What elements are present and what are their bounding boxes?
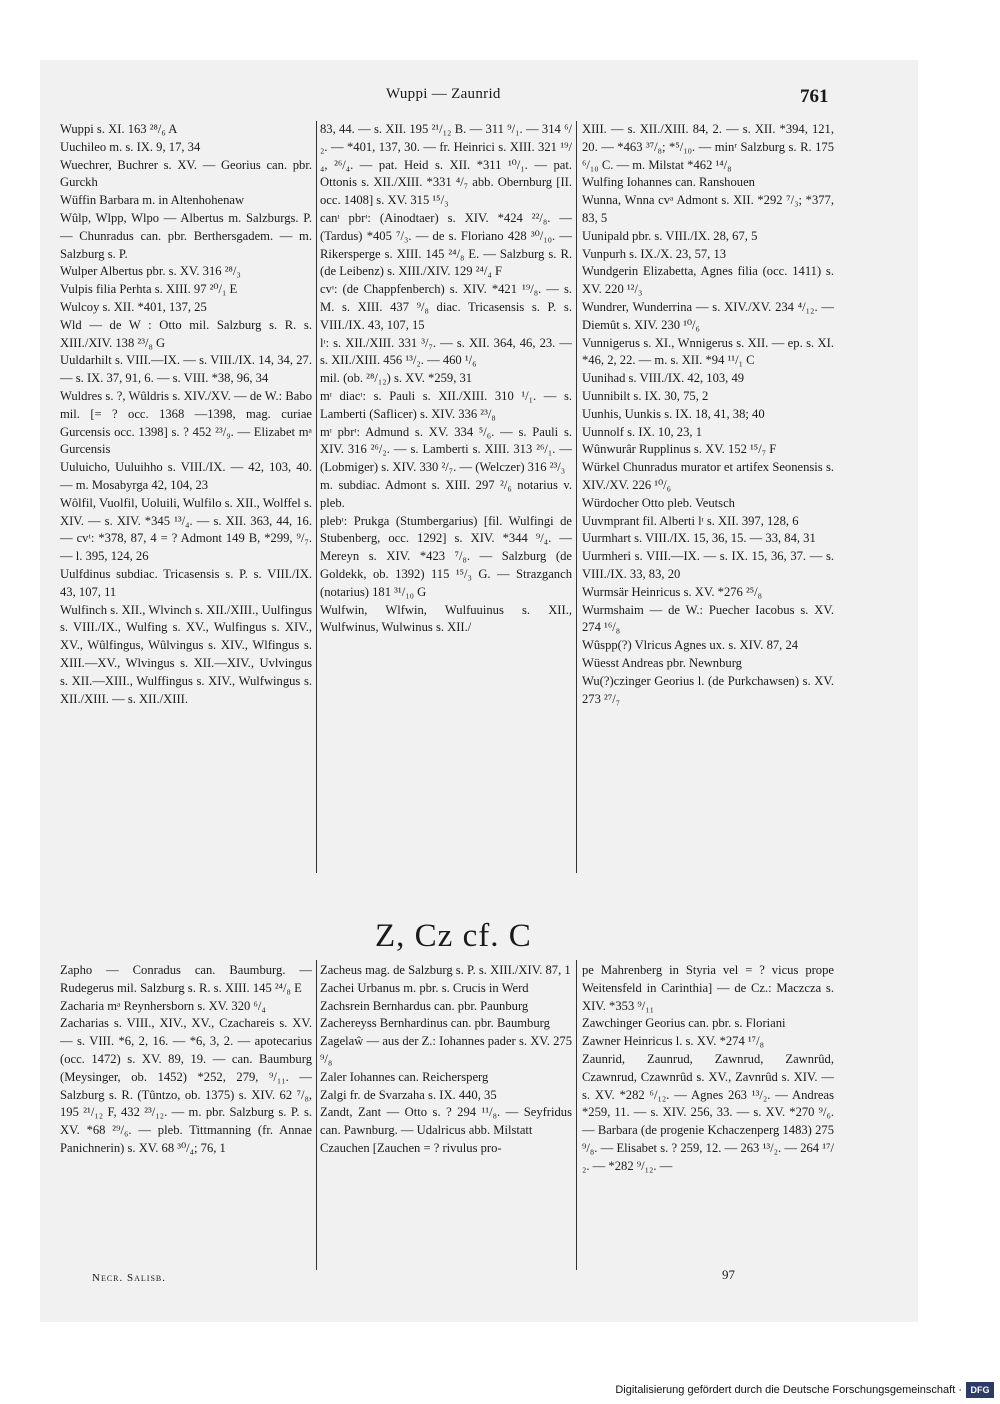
index-entry: Wulfwin, Wlfwin, Wulfuuinus s. XII., Wulfwinus, Wulwinus s. XII./: [320, 602, 572, 635]
index-entry: Uuvmprant fil. Alberti lᶦ s. XII. 397, 128, 6: [582, 513, 799, 528]
index-entry: Wu(?)czinger Georius l. (de Purkchawsen) s. XV. 273 ²⁷/₇: [582, 673, 834, 706]
index-entry: Zaler Iohannes can. Reichersperg: [320, 1069, 489, 1084]
index-entry: Zacharias s. VIII., XIV., XV., Czachareis s. XV. — s. VIII. *6, 2, 16. — *6, 3, 2. — apotecarius (occ. 1472) s. XV. 89, 19. — can. Baumburg (Meysinger, ob. 1452) *252, 279, ⁹/₁₁. — Salzburg s. R. (Tûntzo, ob. 1375) s. XIV. 62 ⁷/₈, 195 ²¹/₁₂ F, 432 ²³/₁₂. — m. pbr. Salzburg s. P. s. XV. *68 ²⁹/₆. — pleb. Tittmanning (fr. Annae Panichnerin) s. XV. 68 ³⁰/₄; 76, 1: [60, 1016, 312, 1155]
footer-signature: Necr. Salisb.: [92, 1272, 166, 1284]
index-entry: Uuluicho, Uuluihho s. VIII./IX. — 42, 103, 40. — m. Mosabyrga 42, 104, 23: [60, 460, 312, 492]
index-entry: Vunnigerus s. XI., Wnnigerus s. XII. — ep. s. XI. *46, 2, 22. — m. s. XII. *94 ¹¹/₁ C: [582, 335, 834, 368]
index-entry: Uunihad s. VIII./IX. 42, 103, 49: [582, 371, 745, 386]
index-entry: mᶦ diacᶦ: s. Pauli s. XII./XIII. 310 ¹/₁. — s. Lamberti (Saflicer) s. XIV. 336 ²³/₈: [320, 388, 572, 421]
index-entry: Wurmshaim — de W.: Puecher Iacobus s. XV. 274 ¹⁶/₈: [582, 602, 834, 635]
index-entry: Zawner Heinricus l. s. XV. *274 ¹⁷/₈: [582, 1034, 764, 1049]
index-entry: Wld — de W : Otto mil. Salzburg s. R. s. XIII./XIV. 138 ²³/₈ G: [60, 317, 312, 350]
index-entry: Uurmheri s. VIII.—IX. — s. IX. 15, 36, 37. — s. VIII./IX. 33, 83, 20: [582, 549, 834, 581]
index-entry: Zandt, Zant — Otto s. ? 294 ¹¹/₈. — Seyfridus can. Pawnburg. — Udalricus abb. Milstatt: [320, 1105, 572, 1138]
index-entry: Wulcoy s. XII. *401, 137, 25: [60, 299, 207, 314]
index-entry: canᶦ pbrᶦ: (Ainodtaer) s. XIV. *424 ²²/₈. — (Tardus) *405 ⁷/₃. — de s. Floriano 428 ³⁰/₁₀. — Rikerspergе s. XIII. 145 ²⁴/₈ E. — Salzburg s. R. (de Leibenz) s. XIII./XIV. 129 ²⁴/₄ F: [320, 210, 572, 279]
index-column-2: [320, 121, 572, 637]
running-header-page-number: 761: [800, 86, 829, 107]
index-entry: Zalgi fr. de Svarzaha s. IX. 440, 35: [320, 1087, 497, 1102]
viewer-footer-bar: [0, 1380, 1000, 1404]
index-entry: Zaunrid, Zaunrud, Zawnrud, Zawnrûd, Czawnrud, Czawnrûd s. XV., Zavnrûd s. XIV. — s. XV. *282 ⁶/₁₂. — Agnes 263 ¹³/₂. — Andreas *259, 11. — s. XIV. 256, 33. — s. XV. *270 ⁹/₆. — Barbara (de progenie Kchaczenperg 1483) 275 ⁹/₈. — Elisabet s. ? 259, 12. — 263 ¹³/₂. — 264 ¹⁷/₂. — *282 ⁹/₁₂. —: [582, 1051, 834, 1173]
index-entry: Zacharia mᵃ Reynhersborn s. XV. 320 ⁶/₄: [60, 998, 266, 1013]
index-entry: Wüesst Andreas pbr. Newnburg: [582, 655, 742, 670]
index-entry: Uurmhart s. VIII./IX. 15, 36, 15. — 33, 84, 31: [582, 531, 816, 546]
index-entry: 83, 44. — s. XII. 195 ²¹/₁₂ B. — 311 ⁹/₁. — 314 ⁶/₂. — *401, 137, 30. — fr. Heinrici s. XIII. 321 ¹⁹/₄, ²⁶/₄. — pat. Heid s. XII. *311 ¹⁰/₁. — pat. Ottonis s. XII./XIII. *331 ⁴/₇ abb. Obernburg [II. occ. 1408] s. XV. 315 ¹⁵/₃: [320, 122, 572, 208]
index-entry: Wûspp(?) Vlricus Agnes ux. s. XIV. 87, 24: [582, 638, 799, 653]
funding-credit-text: Digitalisierung gefördert durch die Deutsche Forschungsgemeinschaft ·: [615, 1384, 962, 1396]
index-entry: mil. (ob. ²⁸/₁₂) s. XV. *259, 31: [320, 371, 473, 386]
index-entry: Wûnwurâr Rupplinus s. XV. 152 ¹⁵/₇ F: [582, 442, 777, 457]
index-entry: Wuldres s. ?, Wûldris s. XIV./XV. — de W.: Babo mil. [= ? occ. 1368 —1398, mag. curiae Gurcensis occ. 1398] s. ? 452 ²³/₉. — Elizabet mᵃ Gurcensis: [60, 388, 312, 457]
index-entry: Wüffin Barbara m. in Altenhohenaw: [60, 193, 245, 208]
index-entry: Zachsrein Bernhardus can. pbr. Paunburg: [320, 998, 529, 1013]
index-column-4: [60, 962, 312, 1158]
column-divider: [576, 960, 577, 1270]
index-entry: Zachereyss Bernhardinus can. pbr. Baumburg: [320, 1016, 550, 1031]
index-entry: Vulpis filia Perhta s. XIII. 97 ²⁰/₁ E: [60, 282, 238, 297]
index-entry: plebᶦ: Prukga (Stumbergarius) [fil. Wulfingi de Stubenberg, occ. 1292] s. XIV. *344 ⁹/₄. — Mereyn s. XIV. *423 ⁷/₈. — Salzburg (de Goldekk, ob. 1392) 115 ¹⁵/₃ G. — Strazganch (notarius) 181 ³¹/₁₀ G: [320, 513, 572, 599]
index-entry: Czauchen [Zauchen = ? rivulus pro-: [320, 1140, 502, 1155]
index-entry: Zacheus mag. de Salzburg s. P. s. XIII./XIV. 87, 1: [320, 963, 571, 977]
index-entry: Uuldarhilt s. VIII.—IX. — s. VIII./IX. 14, 34, 27. — s. IX. 37, 91, 6. — s. VIII. *38, 96, 34: [60, 353, 312, 386]
column-divider: [316, 121, 317, 873]
index-entry: m. subdiac. Admont s. XIII. 297 ²/₆ notarius v. pleb.: [320, 477, 572, 510]
index-entry: Zawchinger Georius can. pbr. s. Floriani: [582, 1016, 786, 1031]
index-entry: Wulper Albertus pbr. s. XV. 316 ²⁸/₃: [60, 264, 241, 279]
index-entry: pe Mahrenberg in Styria vel = ? vicus prope Weitensfeld in Carinthia] — de Cz.: Maczcza s. XIV. *353 ⁹/₁₁: [582, 963, 834, 1013]
index-column-5: [320, 962, 572, 1158]
index-entry: Vunpurh s. IX./X. 23, 57, 13: [582, 246, 727, 261]
index-entry: Zapho — Conradus can. Baumburg. — Rudegerus mil. Salzburg s. R. s. XIII. 145 ²⁴/₈ E: [60, 963, 312, 995]
index-entry: Uulfdinus subdiac. Tricasensis s. P. s. VIII./IX. 43, 107, 11: [60, 566, 312, 599]
index-entry: mᶦ pbrᶦ: Admund s. XV. 334 ⁵/₆. — s. Pauli s. XIV. 316 ²⁶/₂. — s. Lamberti s. XIII. 313 ²⁶/₁. — (Lobmiger) s. XIV. 330 ²/₇. — (Welczer) 316 ²³/₃: [320, 424, 572, 475]
footer-page-number: 97: [722, 1267, 735, 1282]
index-entry: Uunipald pbr. s. VIII./IX. 28, 67, 5: [582, 228, 758, 243]
index-column-1: [60, 121, 312, 708]
index-entry: Wurmsär Heinricus s. XV. *276 ²⁵/₈: [582, 584, 763, 599]
index-entry: Wunna, Wnna cvᵃ Admont s. XII. *292 ⁷/₃; *377, 83, 5: [582, 193, 834, 225]
index-entry: Wôlfil, Vuolfil, Uoluili, Wulfilo s. XII., Wolffel s. XIV. — s. XIV. *345 ¹³/₄. — s. XII. 363, 44, 16. — cvᵗ: *378, 87, 4 = ? Admont 149 B, *299, ⁹/₇. — l. 395, 124, 26: [60, 495, 312, 564]
index-entry: Zachei Urbanus m. pbr. s. Crucis in Werd: [320, 980, 529, 995]
index-entry: Wulfinch s. XII., Wlvinch s. XII./XIII., Uulfingus s. VIII./IX., Wulfing s. XV., Wulfingus s. XIV., XV., Wûlfingus, Wûlvingus s. XIV., Wlfingus s. XIII.—XV., Wlvingus s. XII.—XIV., Uvlvingus s. XII.—XIII., Wulffingus s. XIV., Wulfwingus s. XII./XIII. — s. XII./XIII.: [60, 602, 312, 706]
dfg-logo-icon[interactable]: DFG: [966, 1382, 994, 1398]
column-divider: [316, 960, 317, 1270]
index-entry: Wuppi s. XI. 163 ²⁸/₆ A: [60, 122, 178, 136]
index-entry: Wuechrer, Buchrer s. XV. — Georius can. pbr. Gurckh: [60, 157, 312, 190]
index-entry: Uuchileo m. s. IX. 9, 17, 34: [60, 139, 201, 154]
running-header-title: Wuppi — Zaunrid: [386, 86, 501, 102]
index-entry: Wûlp, Wlpp, Wlpo — Albertus m. Salzburgs. P. — Chunradus can. pbr. Berthersgadem. — m. Salzburg s. P.: [60, 210, 312, 261]
index-entry: Wundrer, Wunderrina — s. XIV./XV. 234 ⁴/₁₂. — Diemût s. XIV. 230 ¹⁰/₆: [582, 299, 834, 332]
index-entry: Uunnolf s. IX. 10, 23, 1: [582, 424, 702, 439]
index-entry: Würdocher Otto pleb. Veutsch: [582, 495, 735, 510]
index-column-3: [582, 121, 834, 708]
index-entry: Würkel Chunradus murator et artifex Seonensis s. XIV./XV. 226 ¹⁰/₆: [582, 460, 834, 492]
index-entry: Uunhis, Uunkis s. IX. 18, 41, 38; 40: [582, 406, 765, 421]
index-column-6: [582, 962, 834, 1176]
index-entry: Wundgerin Elizabetta, Agnes filia (occ. 1411) s. XV. 220 ¹²/₃: [582, 264, 834, 297]
section-heading: Z, Cz cf. C: [375, 918, 532, 954]
column-divider: [576, 121, 577, 873]
index-entry: Zagelaŵ — aus der Z.: Iohannes pader s. XV. 275 ⁹/₈: [320, 1034, 572, 1066]
index-entry: lᶦ: s. XII./XIII. 331 ³/₇. — s. XII. 364, 46, 23. — s. XII./XIII. 456 ¹³/₂. — 460 ¹/₆: [320, 335, 572, 368]
index-entry: Wulfing Iohannes can. Ranshouen: [582, 175, 755, 190]
index-entry: XIII. — s. XII./XIII. 84, 2. — s. XII. *394, 121, 20. — *463 ³⁷/₈; *⁵/₁₀. — minʳ Salzburg s. R. 175 ⁶/₁₀ C. — m. Milstat *462 ¹⁴/₈: [582, 122, 834, 172]
index-entry: cvᶦ: (de Chappfenberch) s. XIV. *421 ¹⁹/₈. — s. M. s. XIII. 437 ⁹/₈ diac. Tricasensis s. P. s. VIII./IX. 43, 107, 15: [320, 282, 572, 332]
index-entry: Uunnibilt s. IX. 30, 75, 2: [582, 388, 709, 403]
